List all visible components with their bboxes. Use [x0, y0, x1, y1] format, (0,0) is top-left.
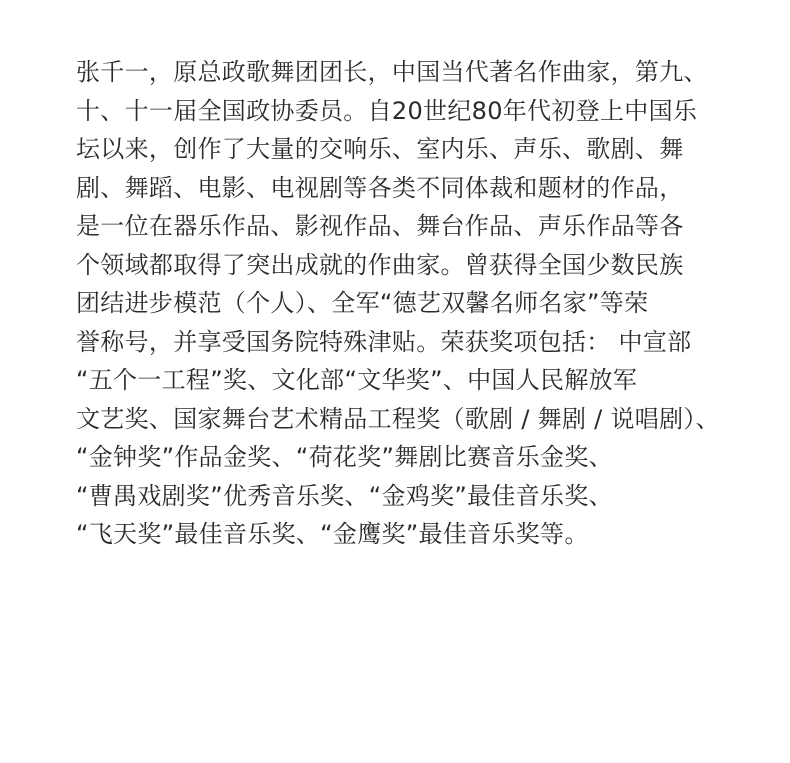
text-line-12: “曹禺戏剧奖”优秀音乐奖、“金鸡奖”最佳音乐奖、 — [76, 481, 613, 510]
text-line-1: 张千一，原总政歌舞团团长，中国当代著名作曲家，第九、 — [76, 58, 708, 86]
text-line-11: “金钟奖”作品金奖、“荷花奖”舞剧比赛音乐金奖、 — [76, 443, 613, 471]
text-line-10: 文艺奖、国家舞台艺术精品工程奖（歌剧 / 舞剧 / 说唱剧）、 — [76, 404, 720, 433]
text-line-3: 坛以来，创作了大量的交响乐、室内乐、声乐、歌剧、舞 — [76, 135, 684, 163]
biography-text — [76, 53, 736, 554]
text-line-2: 十、十一届全国政协委员。自20世纪80年代初登上中国乐 — [76, 96, 698, 125]
text-line-5: 是一位在器乐作品、影视作品、舞台作品、声乐作品等各 — [76, 212, 684, 240]
text-line-6: 个领域都取得了突出成就的作曲家。曾获得全国少数民族 — [76, 250, 684, 279]
text-line-4: 剧、舞蹈、电影、电视剧等各类不同体裁和题材的作品， — [76, 173, 684, 202]
text-line-7: 团结进步模范（个人）、全军“德艺双馨名师名家”等荣 — [76, 289, 649, 317]
text-line-13: “飞天奖”最佳音乐奖、“金鹰奖”最佳音乐奖等。 — [76, 520, 589, 548]
text-line-9: “五个一工程”奖、文化部“文华奖”、中国人民解放军 — [76, 366, 638, 394]
text-line-8: 誉称号，并享受国务院特殊津贴。荣获奖项包括： 中宣部 — [76, 327, 692, 356]
